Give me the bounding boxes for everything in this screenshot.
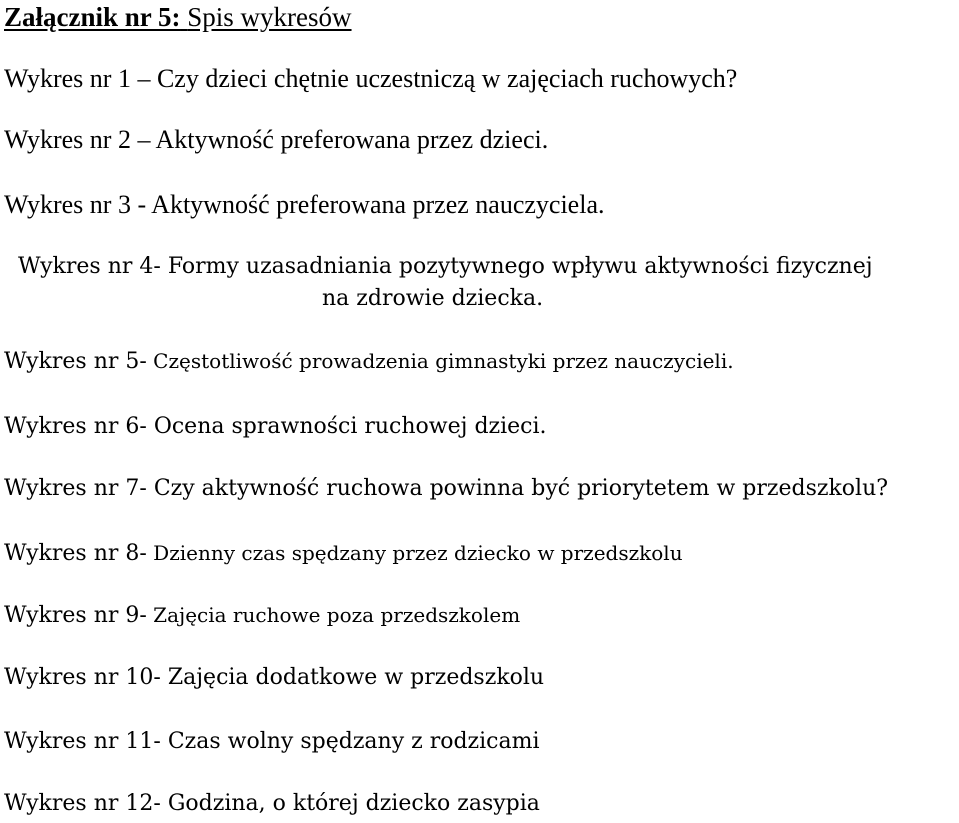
chart-list-item-prefix: Wykres nr 12- [4, 791, 161, 816]
page-title [4, 0, 352, 34]
chart-list-item-text: - Formy uzasadniania pozytywnego wpływu aktywności fizycznej [153, 254, 873, 279]
chart-list-item-6 [4, 410, 547, 444]
chart-list-item-1 [4, 62, 737, 96]
chart-list-item-text: Czas wolny spędzany z rodzicami [160, 729, 540, 754]
chart-list-item-prefix: Wykres nr 2 [4, 125, 131, 154]
chart-list-item-prefix: Wykres nr 3 [4, 190, 131, 219]
chart-list-item-prefix: Wykres nr 9- [4, 603, 147, 628]
chart-list-item-prefix: Wykres nr 10- [4, 665, 161, 690]
chart-list-item-text: Ocena sprawności ruchowej dzieci. [146, 414, 547, 439]
chart-list-item-prefix: Wykres nr 8- [4, 541, 147, 566]
chart-list-item-7 [4, 472, 888, 506]
chart-list-item-prefix: Wykres nr 1 [4, 64, 131, 93]
chart-list-item-text: Dzienny czas spędzany przez dziecko w przedszkolu [146, 541, 683, 565]
chart-list-item-2 [4, 123, 548, 157]
chart-list-item-text: - Aktywność preferowana przez nauczyciela. [130, 190, 605, 219]
chart-list-item-12 [4, 787, 540, 821]
chart-list-item-8 [4, 536, 683, 571]
chart-list-item-11 [4, 725, 540, 759]
chart-list-item-text: – Aktywność preferowana przez dzieci. [130, 125, 549, 154]
appendix-title: Spis wykresów [187, 2, 352, 32]
chart-list-item-prefix: Wykres nr 11- [4, 729, 161, 754]
chart-list-item-4-continuation: na zdrowie dziecka. [322, 286, 544, 311]
chart-list-item-prefix: Wykres nr 4 [18, 254, 154, 279]
appendix-label: Załącznik nr 5: [4, 2, 181, 32]
chart-list-item-text: Czy aktywność ruchowa powinna być priorytetem w przedszkolu? [146, 476, 889, 501]
chart-list-item-prefix: Wykres nr 7- [4, 476, 147, 501]
chart-list-item-prefix: Wykres nr 6- [4, 414, 147, 439]
chart-list-item-text: Częstotliwość prowadzenia gimnastyki przez nauczycieli. [146, 349, 734, 373]
chart-list-item-text: Zajęcia ruchowe poza przedszkolem [146, 603, 521, 627]
chart-list-item-4 [18, 250, 873, 284]
chart-list-item-9 [4, 598, 520, 633]
chart-list-item-text: Zajęcia dodatkowe w przedszkolu [160, 665, 545, 690]
chart-list-item-text: Godzina, o której dziecko zasypia [160, 791, 540, 816]
chart-list-item-text: – Czy dzieci chętnie uczestniczą w zajęciach ruchowych? [130, 64, 738, 93]
chart-list-item-3 [4, 188, 605, 222]
chart-list-item-10 [4, 661, 544, 695]
chart-list-item-5 [4, 344, 734, 379]
chart-list-item-prefix: Wykres nr 5- [4, 349, 147, 374]
